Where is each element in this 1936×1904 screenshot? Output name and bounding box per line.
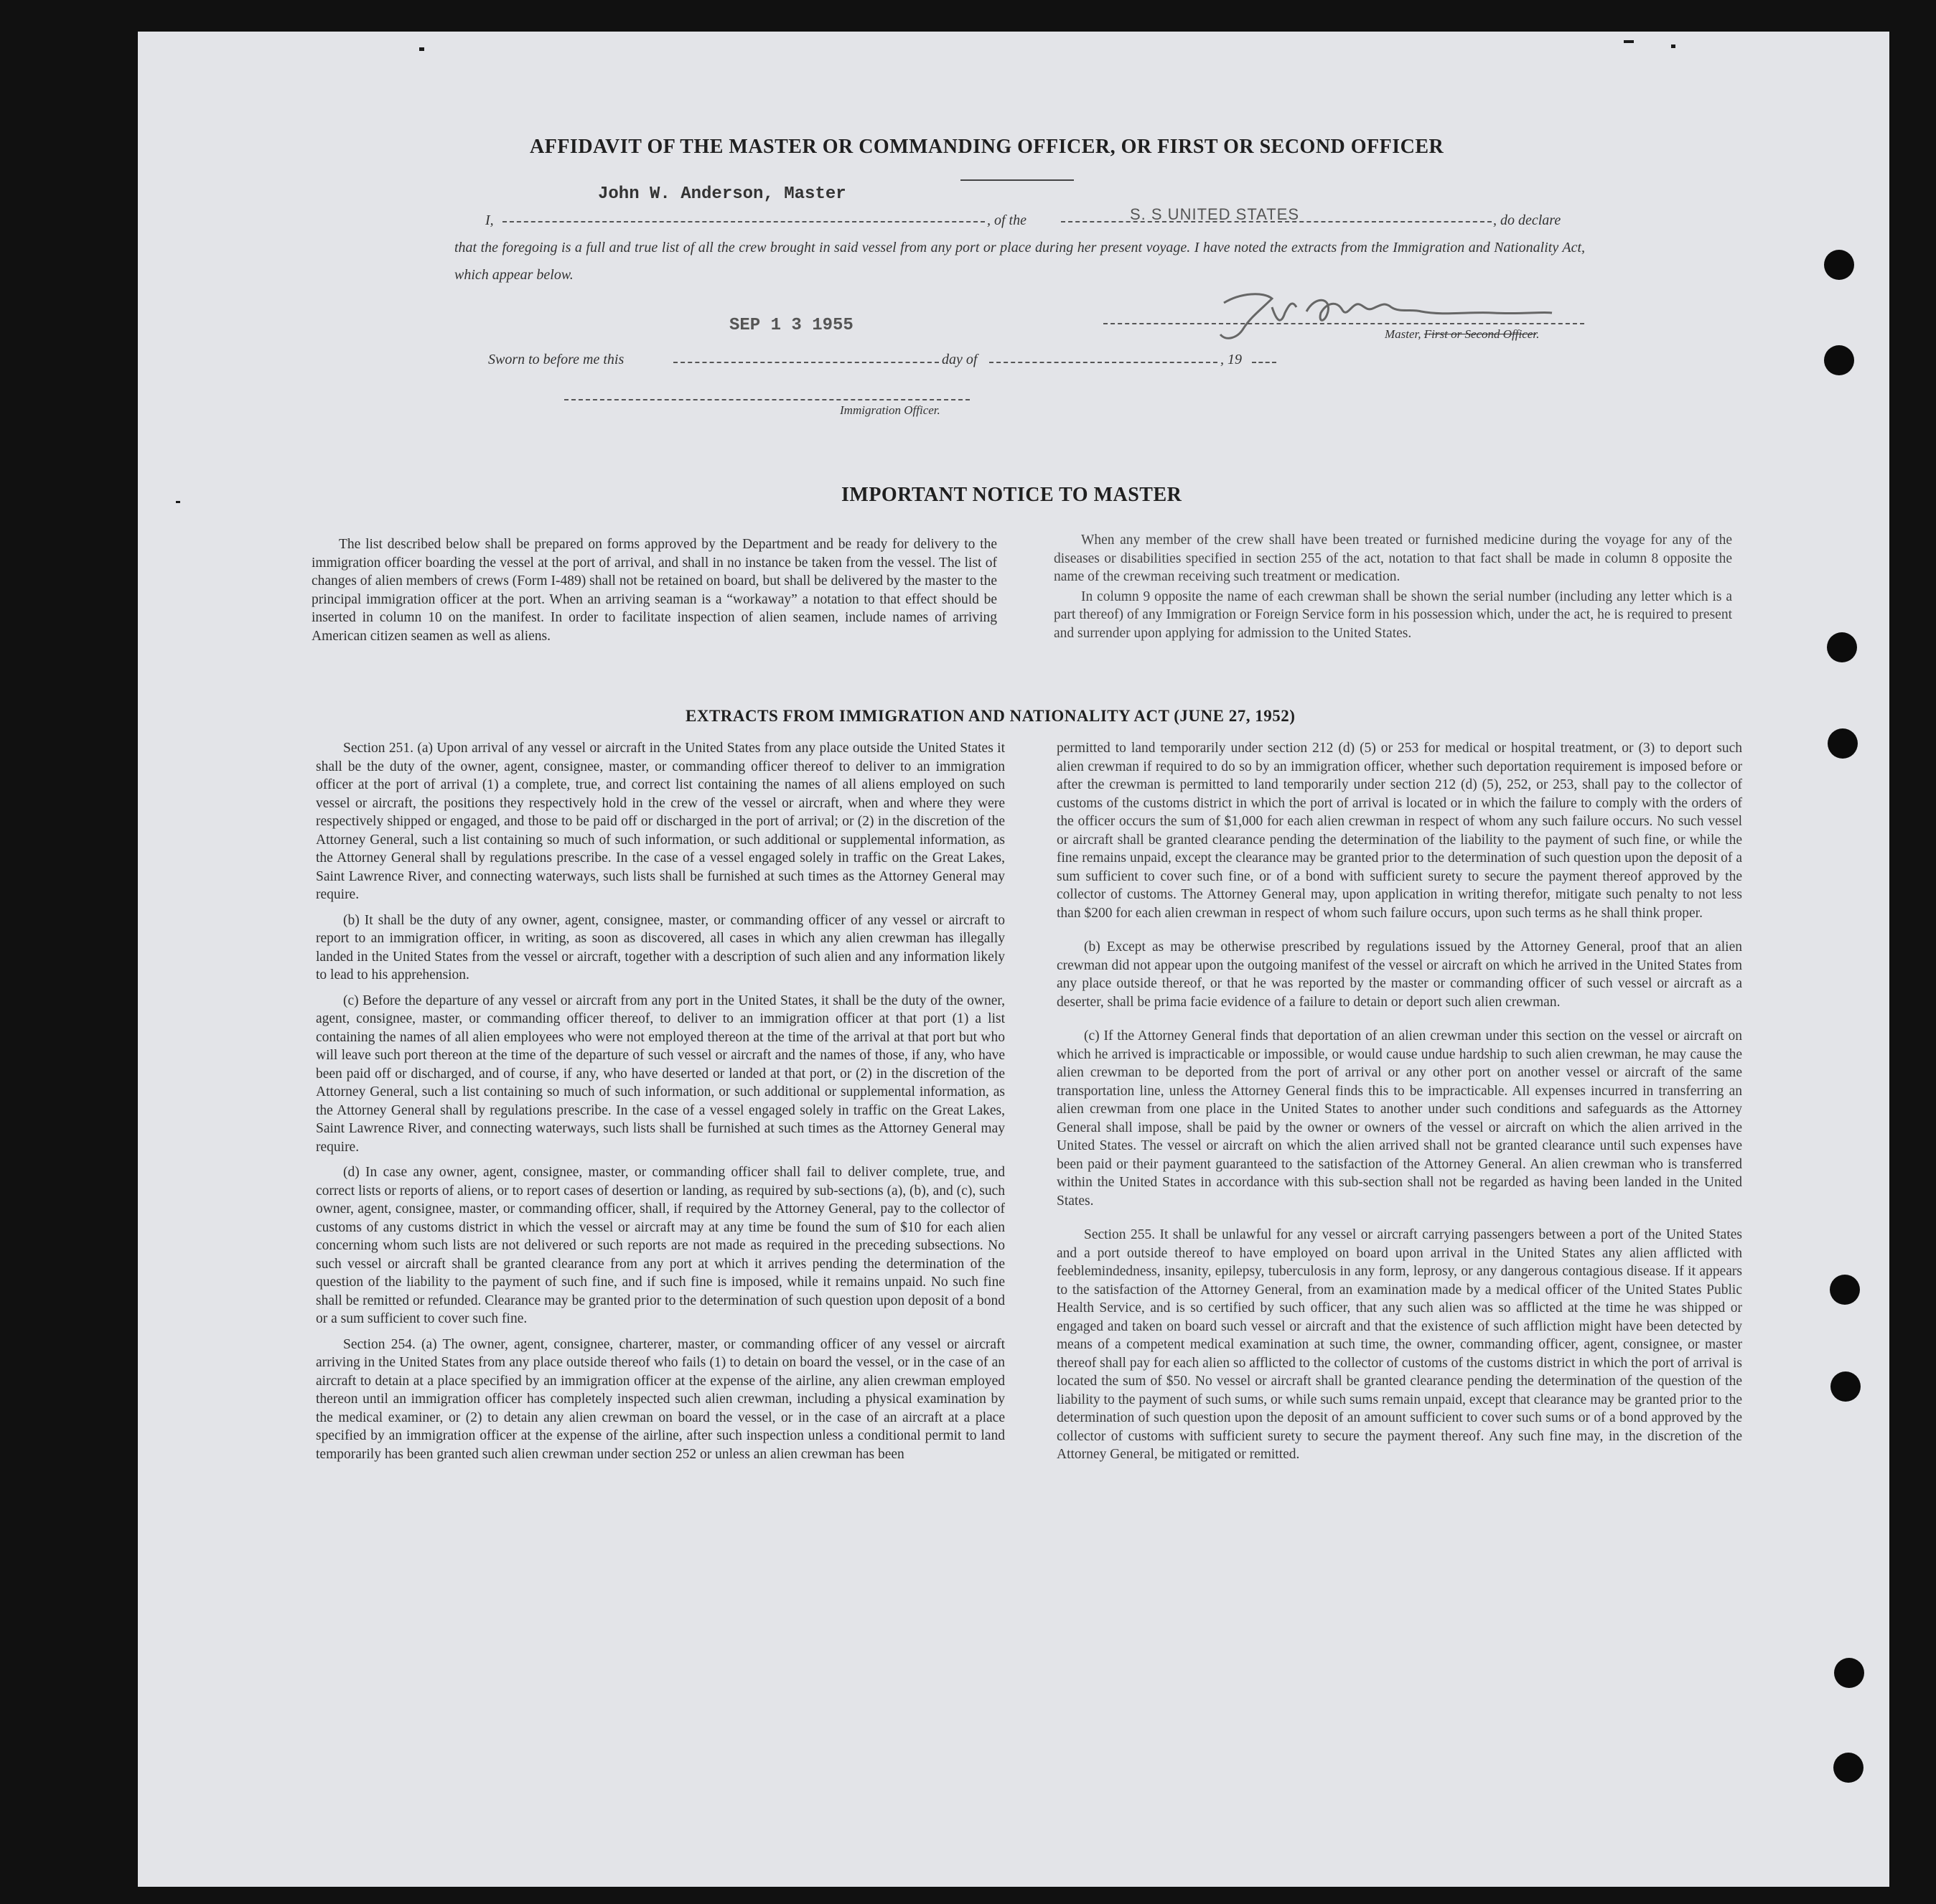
punch-hole <box>1828 728 1858 759</box>
year-label: , 19 <box>1220 352 1242 367</box>
declaration-text: that the foregoing is a full and true list of all the crew brought in said vessel from any port or place during her present voyage. I have noted the extracts from the Immigration and Nationality Act, which appear below. <box>454 240 1585 283</box>
title-rule <box>960 179 1074 181</box>
notice-right-paragraph-2: In column 9 opposite the name of each crewman shall be shown the serial number (including any letter which is a part thereof) of any Immigration or Foreign Service form in his possession which, under the act, he is required to present and surrender upon applying for admission to the United States. <box>1054 588 1732 641</box>
day-of-label: day of <box>942 352 978 367</box>
punch-hole <box>1830 1371 1861 1402</box>
sworn-month-blank[interactable] <box>989 362 1217 363</box>
ink-speck <box>176 501 180 503</box>
extracts-title: EXTRACTS FROM IMMIGRATION AND NATIONALITY ACT (JUNE 27, 1952) <box>686 707 1296 725</box>
sworn-label: Sworn to before me this <box>488 352 625 367</box>
officer-caption: Immigration Officer. <box>840 403 940 417</box>
extract-left-paragraph: (b) It shall be the duty of any owner, agent, consignee, master, or commanding officer of any vessel or aircraft to report to an immigration officer, in writing, as soon as discovered, all cases in which any alien crewman has illegally landed in the United States from the vessel or aircraft, together with a description of such alien and any information likely to lead to his apprehension. <box>316 912 1005 983</box>
extract-left-paragraph: Section 254. (a) The owner, agent, consignee, charterer, master, or commanding officer of any vessel or aircraft arriving in the United States from any place outside thereof who fails (1) to detain on board the vessel, or in the case of an aircraft to detain at a place specified by an immigration officer at the expense of the airline, any alien crewman employed thereon until an immigration officer has completely inspected such alien crewman, including a physical examination by the medical examiner, or (2) to detain any alien crewman on board the vessel, or in the case of an aircraft at a place specified by an immigration officer at the expense of the airline, after such inspection unless a conditional permit to land temporarily has been granted such alien crewman under section 252 or unless an alien crewman has been <box>316 1336 1005 1462</box>
notice-left-column <box>312 535 997 652</box>
declarant-line <box>485 212 494 229</box>
typed-name: John W. Anderson, Master <box>598 184 846 204</box>
affidavit-title: AFFIDAVIT OF THE MASTER OR COMMANDING OFFICER, OR FIRST OR SECOND OFFICER <box>530 136 1444 158</box>
date-stamp: SEP 1 3 1955 <box>729 316 854 335</box>
punch-hole <box>1833 1753 1863 1783</box>
punch-hole <box>1824 250 1854 280</box>
punch-hole <box>1824 345 1854 375</box>
do-declare-label: , do declare <box>1493 212 1561 228</box>
punch-hole <box>1830 1275 1860 1305</box>
line-i-label: I, <box>485 212 494 228</box>
caption-master: Master, <box>1385 327 1424 341</box>
ink-speck <box>1624 40 1634 43</box>
officer-signature-blank[interactable] <box>564 399 970 400</box>
extracts-left-column <box>316 739 1005 1471</box>
ink-speck <box>1671 44 1675 48</box>
extract-right-paragraph: Section 255. It shall be unlawful for any vessel or aircraft carrying passengers between a port of the United States and a port outside thereof to have employed on board upon arrival in the United States any alien afflicted with feeblemindedness, insanity, epilepsy, tuberculosis in any form, leprosy, or any dangerous contagious disease. If it appears to the satisfaction of the Attorney General, from an examination made by a medical officer of the United States Public Health Service, and is so certified by such officer, that any such alien was so afflicted at the time he was shipped or engaged and taken on board such vessel or aircraft and that the existence of such affliction might have been detected by means of a competent medical examination at such time, the owner, commanding officer, agent, consignee, or master thereof shall pay for each alien so afflicted to the collector of customs of the customs district in which the port of arrival is located the sum of $50. No vessel or aircraft shall be granted clearance pending the determination of the question of the liability to the payment of such sums, or while such sums remain unpaid, except that clearance may be granted prior to the determination of such question upon the deposit of an amount sufficient to cover such sums or of a bond approved by the collector of customs with sufficient surety to secure the payment thereof. Any such fine may, in the discretion of the Attorney General, be mitigated or remitted. <box>1057 1227 1742 1462</box>
punch-hole <box>1827 632 1857 662</box>
extract-left-paragraph: (c) Before the departure of any vessel or aircraft from any port in the United States, it shall be the duty of the owner, agent, consignee, master, or commanding officer thereof, to deliver to an immigration officer at that port (1) a list containing the names of all alien employees who were not employed thereon at the time of the arrival at that port but who will leave such port thereon at the time of the departure of such vessel or aircraft and the names of those, if any, who have been paid off or discharged, and of course, if any, who have deserted or landed at that port, or (2) in the discretion of the Attorney General, such a list containing so much of such information, or such additional or supplemental information, as the Attorney General shall by regulations prescribe. In the case of a vessel engaged solely in traffic on the Great Lakes, Saint Lawrence River, and connecting waterways, such lists shall be furnished at such times as the Attorney General may require. <box>316 993 1005 1155</box>
notice-right-paragraph-1: When any member of the crew shall have been treated or furnished medicine during the voyage for any of the diseases or disabilities specified in section 255 of the act, notation to that fact shall be made in column 8 opposite the name of the crewman receiving such treatment or medication. <box>1054 533 1732 584</box>
notice-left-paragraph: The list described below shall be prepared on forms approved by the Department and be ready for delivery to the immigration officer boarding the vessel at the port of arrival, and shall in no instance be taken from the vessel. The list of changes of alien members of crews (Form I-489) shall not be retained on board, but shall be delivered by the master to the principal immigration officer at the port. When an arriving seaman is a “workaway” a notation to that effect should be inserted in column 10 on the manifest. In order to facilitate inspection of alien seamen, include names of arriving American citizen seamen as well as aliens. <box>312 537 997 644</box>
extract-right-paragraph: (c) If the Attorney General finds that deportation of an alien crewman under this section on the vessel or aircraft on which he arrived is impracticable or impossible, or would cause undue hardship to such alien crewman, he may cause the alien crewman to be deported from the port of arrival or any other port on another vessel or aircraft of the same transportation line, unless the Attorney General finds this to be impracticable. All expenses incurred in transferring an alien crewman from one place in the United States to another under such conditions and safeguards as the Attorney General shall impose, shall be paid by the owner or owners of the vessel or aircraft on which the alien arrived in the United States. The vessel or aircraft on which the alien arrived shall not be granted clearance until such expenses have been paid or their payment guaranteed to the satisfaction of the Attorney General. An alien crewman who is transferred within the United States in accordance with this sub-section shall not be regarded as having been landed in the United States. <box>1057 1028 1742 1209</box>
extract-right-paragraph: permitted to land temporarily under section 212 (d) (5) or 253 for medical or hospital treatment, or (3) to deport such alien crewman if required to do so by an immigration officer, whether such deportation requirement is imposed before or after the crewman is permitted to land temporarily under section 212 (d) (5), 252, or 253, shall pay to the collector of customs of the customs district in which the port of arrival is located or in which the failure to comply with the orders of the officer occurs the sum of $1,000 for each alien crewman in respect of whom any such failure occurs. No such vessel or aircraft shall be granted clearance pending the determination of the liability to the payment of such fine, or while the fine remains unpaid, except the clearance may be granted prior to the determination of such question upon the deposit of a sum sufficient to cover such fine, or of a bond with sufficient surety to secure the payment thereof approved by the collector of customs. The Attorney General may, upon application in writing therefor, mitigate such penalty to not less than $200 for each alien crewman in respect of whom such failure occurs, upon such terms as he shall think proper. <box>1057 741 1742 921</box>
punch-hole <box>1834 1658 1864 1688</box>
of-the-label: , of the <box>987 212 1027 228</box>
ink-speck <box>419 47 424 51</box>
notice-right-column <box>1054 531 1732 649</box>
vessel-typed: S. S UNITED STATES <box>1130 205 1299 223</box>
signature-blank[interactable] <box>1103 323 1584 324</box>
name-blank[interactable] <box>502 221 985 222</box>
extract-right-paragraph: (b) Except as may be otherwise prescribed by regulations issued by the Attorney General, proof that an alien crewman did not appear upon the outgoing manifest of the vessel or aircraft on which he arrived in the United States from any place outside thereof, or that he was reported by the master or commanding officer of such vessel or aircraft as a deserter, shall be prima facie evidence of a failure to detain or deport such alien crewman. <box>1057 939 1742 1010</box>
signature-caption <box>1385 327 1539 342</box>
year-blank[interactable] <box>1252 362 1276 363</box>
caption-period: . <box>1536 327 1540 341</box>
extract-left-paragraph: Section 251. (a) Upon arrival of any vessel or aircraft in the United States from any place outside the United States it shall be the duty of the owner, agent, consignee, master, or commanding officer thereof to deliver to an immigration officer at the port of arrival (1) a complete, true, and correct list containing the names of all aliens employed on such vessel or aircraft, the positions they respectively hold in the crew of the vessel or aircraft, when and where they were respectively shipped or engaged, and those to be paid off or discharged in the port of arrival; or (2) in the discretion of the Attorney General, such a list containing so much of such information, or such additional or supplemental information, as the Attorney General shall by regulations prescribe. In the case of a vessel engaged solely in traffic on the Great Lakes, Saint Lawrence River, and connecting waterways, such lists shall be furnished at such times as the Attorney General may require. <box>316 741 1005 902</box>
sworn-day-blank[interactable] <box>673 362 939 363</box>
extracts-right-column <box>1057 739 1742 1471</box>
caption-struck: First or Second Officer <box>1423 327 1537 341</box>
extract-left-paragraph: (d) In case any owner, agent, consignee, master, or commanding officer shall fail to deliver complete, true, and correct lists or reports of aliens, or to report cases of desertion or landing, as required by sub-sections (a), (b), and (c), such owner, agent, consignee, master, or commanding officer, shall, if required by the Attorney General, pay to the collector of customs of any customs district in which the vessel or aircraft may at any time be found the sum of $10 for each alien concerning whom such lists are not delivered or such reports are not made as required in the preceding subsections. No such vessel or aircraft shall be granted clearance from any port at which it arrives pending the determination of the question of the liability to the payment of such fine, and if such fine is imposed, while it remains unpaid. No such fine shall be remitted or refunded. Clearance may be granted prior to the determination of such question upon deposit of a bond or a sum sufficient to cover such fine. <box>316 1165 1005 1326</box>
notice-title: IMPORTANT NOTICE TO MASTER <box>841 484 1182 506</box>
